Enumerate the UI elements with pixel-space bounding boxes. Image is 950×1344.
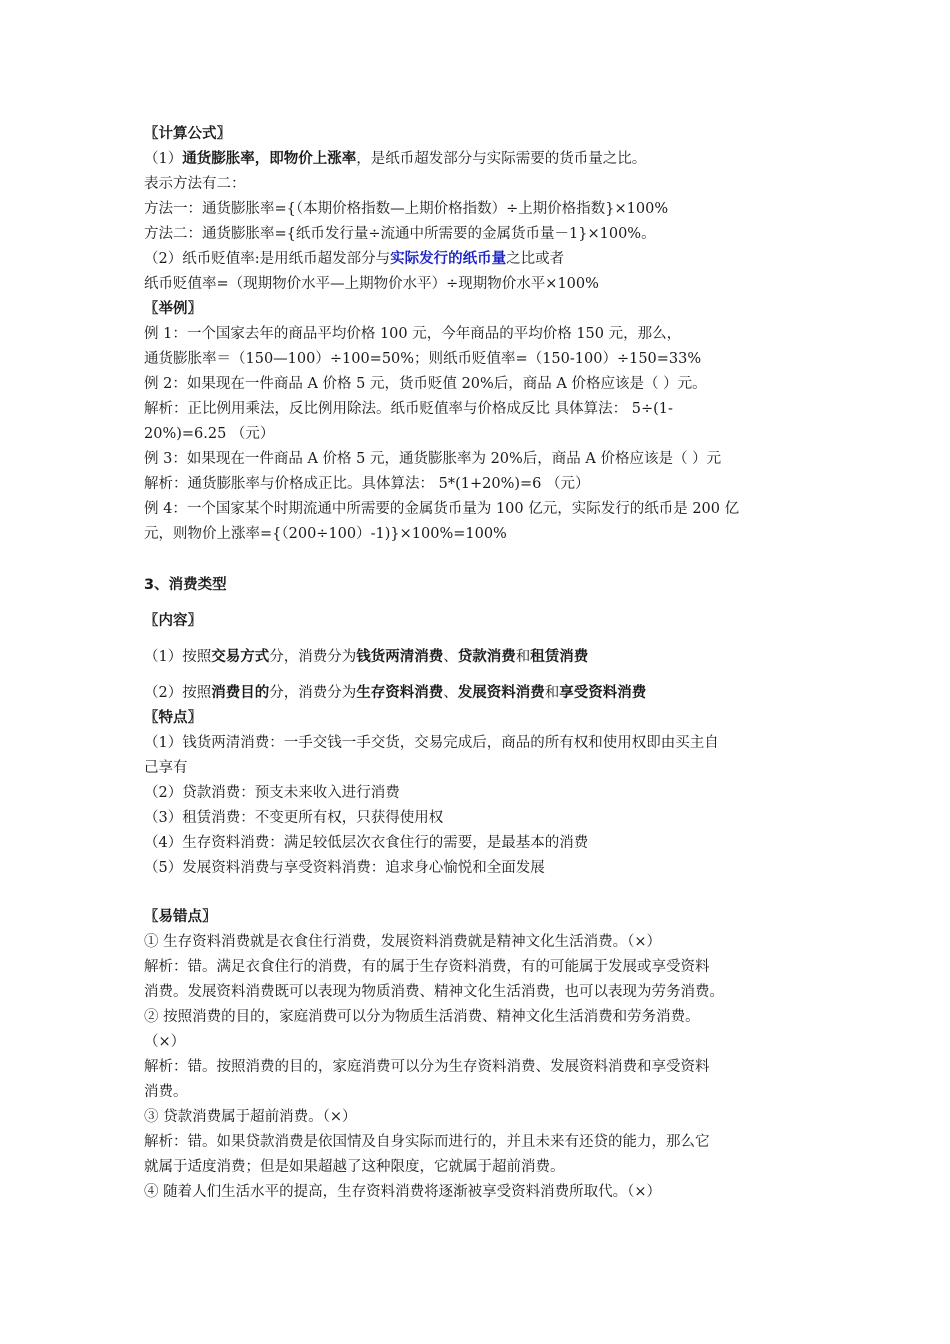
mistake-2-mark: （×） [144, 1034, 186, 1050]
bold-term: 钱货两清消费 [356, 649, 444, 665]
bold-term: 贷款消费 [457, 649, 516, 665]
example-line-6: 例 3：如果现在一件商品 A 价格 5 元，通货膨胀率为 20%后，商品 A 价格应该是（ ）元 [144, 451, 722, 467]
mistake-4: ④ 随着人们生活水平的提高，生存资料消费将逐渐被享受资料消费所取代。（×） [144, 1184, 662, 1200]
text: 、 [443, 649, 458, 665]
formula-line-6: 纸币贬值率=（现期物价水平—上期物价水平）÷现期物价水平×100% [144, 276, 599, 292]
mistake-2: ② 按照消费的目的，家庭消费可以分为物质生活消费、精神文化生活消费和劳务消费。 [144, 1009, 700, 1025]
mistake-2-analysis-b: 消费。 [144, 1084, 188, 1100]
mistake-2-analysis-a: 解析：错。按照消费的目的，家庭消费可以分为生存资料消费、发展资料消费和享受资料 [144, 1059, 710, 1075]
text: （2）按照 [144, 685, 212, 701]
text: 、 [443, 685, 458, 701]
text: （1）按照 [144, 649, 212, 665]
formula-line-2: 表示方法有二： [144, 176, 246, 192]
bold-term: 生存资料消费 [356, 685, 444, 701]
bold-term: 租赁消费 [530, 649, 589, 665]
feature-line-2: （2）贷款消费：预支未来收入进行消费 [144, 785, 400, 801]
text: 和 [544, 685, 560, 701]
content-line-2 [144, 683, 646, 703]
bold-term: 享受资料消费 [559, 685, 647, 701]
mistake-1: ① 生存资料消费就是衣食住行消费，发展资料消费就是精神文化生活消费。（×） [144, 934, 662, 950]
bold-term: 发展资料消费 [457, 685, 545, 701]
bold-term: 交易方式 [211, 649, 270, 665]
formula-line-4: 方法二：通货膨胀率={纸币发行量÷流通中所需要的金属货币量－1}×100%。 [144, 226, 656, 242]
feature-line-3: （3）租赁消费：不变更所有权，只获得使用权 [144, 810, 444, 826]
text: 分，消费分为 [269, 685, 357, 701]
content-line-1 [144, 647, 588, 667]
feature-line-5: （5）发展资料消费与享受资料消费：追求身心愉悦和全面发展 [144, 860, 545, 876]
examples-heading: 〖举例〗 [144, 301, 202, 317]
mistake-3-analysis-a: 解析：错。如果贷款消费是依国情及自身实际而进行的，并且未来有还贷的能力，那么它 [144, 1134, 710, 1150]
content-heading: 〖内容〗 [144, 613, 202, 629]
mistakes-heading: 〖易错点〗 [144, 909, 217, 925]
section-3-title: 3、消费类型 [144, 577, 227, 593]
example-line-2: 通货膨胀率＝（150—100）÷100=50%；则纸币贬值率=（150-100）÷150=33% [144, 351, 702, 367]
text: （1） [144, 151, 183, 167]
example-line-3: 例 2：如果现在一件商品 A 价格 5 元，货币贬值 20%后，商品 A 价格应该是（ ）元。 [144, 376, 707, 392]
bold-term: 通货膨胀率，即物价上涨率 [182, 151, 357, 167]
formula-heading: 〖计算公式〗 [144, 126, 231, 142]
highlight-term: 实际发行的纸币量 [390, 251, 507, 267]
bold-term: 消费目的 [211, 685, 270, 701]
text: 之比或者 [506, 251, 565, 267]
example-line-9: 元，则物价上涨率={（200÷100）-1)}×100%=100% [144, 526, 507, 542]
text: （2）纸币贬值率:是用纸币超发部分与 [144, 251, 391, 267]
example-line-1: 例 1：一个国家去年的商品平均价格 100 元，今年商品的平均价格 150 元，那么， [144, 326, 682, 342]
features-heading: 〖特点〗 [144, 710, 202, 726]
mistake-3: ③ 贷款消费属于超前消费。（×） [144, 1109, 357, 1125]
text: ，是纸币超发部分与实际需要的货币量之比。 [356, 151, 647, 167]
formula-line-5 [144, 249, 564, 269]
example-line-8: 例 4：一个国家某个时期流通中所需要的金属货币量为 100 亿元，实际发行的纸币是 200 亿 [144, 501, 740, 517]
formula-line-1 [144, 149, 646, 169]
feature-line-1b: 己享有 [144, 760, 188, 776]
example-line-7: 解析：通货膨胀率与价格成正比。具体算法： 5*(1+20%)=6 （元） [144, 476, 590, 492]
mistake-1-analysis-b: 消费。发展资料消费既可以表现为物质消费、精神文化生活消费，也可以表现为劳务消费。 [144, 984, 724, 1000]
formula-line-3: 方法一：通货膨胀率={（本期价格指数—上期价格指数）÷上期价格指数}×100% [144, 201, 669, 217]
mistake-3-analysis-b: 就属于适度消费；但是如果超越了这种限度，它就属于超前消费。 [144, 1159, 565, 1175]
text: 分，消费分为 [269, 649, 357, 665]
example-line-4: 解析：正比例用乘法，反比例用除法。纸币贬值率与价格成反比 具体算法： 5÷(1- [144, 401, 673, 417]
feature-line-4: （4）生存资料消费：满足较低层次衣食住行的需要，是最基本的消费 [144, 835, 589, 851]
text: 和 [515, 649, 531, 665]
feature-line-1: （1）钱货两清消费：一手交钱一手交货，交易完成后，商品的所有权和使用权即由买主自 [144, 735, 719, 751]
mistake-1-analysis-a: 解析：错。满足衣食住行的消费，有的属于生存资料消费，有的可能属于发展或享受资料 [144, 959, 710, 975]
example-line-5: 20%)=6.25 （元） [144, 426, 275, 442]
